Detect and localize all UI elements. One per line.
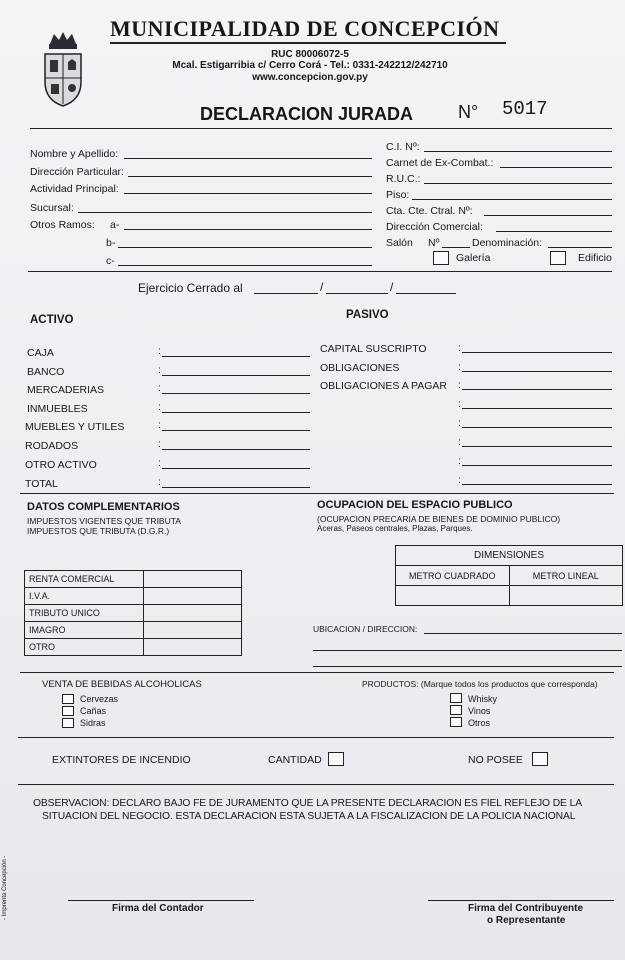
colon: : [158,382,161,394]
direccion-comercial-label: Dirección Comercial: [386,221,483,233]
colon: : [458,436,461,448]
direccion-field[interactable] [128,176,372,177]
salon-label: Salón [386,237,413,249]
section-rule-3 [20,672,614,673]
activo-mercaderias-label: MERCADERIAS [27,384,105,396]
ramo-b-label: b- [106,237,116,249]
direccion-comercial-field[interactable] [496,231,612,232]
ejercicio-sep-2: / [390,280,394,294]
form-number: 5017 [502,98,548,120]
pasivo-capital-field[interactable] [462,352,612,353]
colon: : [458,455,461,467]
impuesto-tributo-unico-cell[interactable] [144,605,242,622]
section-rule-2 [20,493,614,494]
table-row [25,588,242,605]
impuesto-iva-cell[interactable] [144,588,242,605]
imprenta-text: - Imprenta Concepción - [2,855,8,920]
activo-otro-label: OTRO ACTIVO [25,459,97,471]
metro-cuadrado-cell[interactable] [396,586,510,606]
ruc-label: R.U.C.: [386,173,421,185]
pasivo-extra-field-3[interactable] [462,446,612,447]
ocupacion-line1: (OCUPACION PRECARIA DE BIENES DE DOMINIO PUBLICO) [317,514,561,524]
colon: : [458,342,461,354]
ejercicio-year-field[interactable] [396,293,456,294]
ci-field[interactable] [424,151,612,152]
impuesto-renta-label: RENTA COMERCIAL [25,571,144,588]
activo-inmuebles-label: INMUEBLES [27,403,88,415]
dimensiones-table [395,545,623,606]
colon: : [458,361,461,373]
activo-muebles-field[interactable] [162,430,310,431]
canas-checkbox[interactable] [62,706,74,716]
otros-checkbox[interactable] [450,717,462,727]
whisky-label: Whisky [468,694,497,704]
whisky-checkbox[interactable] [450,693,462,703]
edificio-label: Edificio [578,252,612,264]
colon: : [158,438,161,450]
extintores-label: EXTINTORES DE INCENDIO [52,754,191,766]
direccion-label: Dirección Particular: [30,166,124,178]
colon: : [458,379,461,391]
vinos-checkbox[interactable] [450,705,462,715]
cantidad-checkbox[interactable] [328,752,344,766]
activo-caja-label: CAJA [27,347,54,359]
colon: : [458,474,461,486]
ubicacion-field-2[interactable] [313,650,622,651]
impuesto-imagro-label: IMAGRO [25,622,144,639]
vinos-label: Vinos [468,706,491,716]
colon: : [158,457,161,469]
activo-banco-field[interactable] [162,375,310,376]
impuesto-otro-cell[interactable] [144,639,242,656]
ubicacion-field-3[interactable] [313,666,622,667]
table-row [25,639,242,656]
activo-mercaderias-field[interactable] [162,393,310,394]
dimensiones-header: DIMENSIONES [396,546,623,566]
title-underline [110,42,506,44]
ruc-text: RUC 80006072-5 [271,49,349,60]
ejercicio-label: Ejercicio Cerrado al [138,281,243,295]
firma-contribuyente-label: Firma del Contribuyente [468,903,584,914]
ramo-b-field[interactable] [118,247,372,248]
colon: : [458,417,461,429]
activo-muebles-label: MUEBLES Y UTILES [25,421,125,433]
activo-title: ACTIVO [30,314,74,326]
pasivo-extra-field-2[interactable] [462,427,612,428]
observacion-line2: SITUACION DEL NEGOCIO. ESTA DECLARACION ESTA SUJETA A LA FISCALIZACION DE LA POLICIA NACIONAL [42,811,576,822]
galeria-checkbox[interactable] [433,251,449,265]
section-rule-4 [18,737,614,738]
municipal-crest-icon [42,30,84,108]
nombre-field[interactable] [124,158,372,159]
ocupacion-title: OCUPACION DEL ESPACIO PUBLICO [317,499,513,511]
cervezas-label: Cervezas [80,694,119,704]
piso-label: Piso: [386,189,410,201]
address-text: Mcal. Estigarribia c/ Cerro Corá - Tel.: 0331-242212/242710 [172,60,448,71]
otros-label: Otros [468,718,491,728]
salon-no-label: Nº [428,237,440,249]
ramo-c-field[interactable] [118,265,372,266]
impuesto-otro-label: OTRO [25,639,144,656]
activo-total-field[interactable] [162,487,310,488]
excombat-label: Carnet de Ex-Combat.: [386,157,494,169]
colon: : [158,419,161,431]
edificio-checkbox[interactable] [550,251,566,265]
pasivo-capital-label: CAPITAL SUSCRIPTO [320,343,427,355]
firma-representante-label: o Representante [487,915,566,926]
colon: : [158,401,161,413]
metro-lineal-header: METRO LINEAL [509,566,623,586]
denominacion-field[interactable] [548,247,612,248]
no-posee-label: NO POSEE [468,754,523,766]
cta-cte-label: Cta. Cte. Ctral. Nº: [386,205,473,217]
ejercicio-day-field[interactable] [254,293,318,294]
impuesto-iva-label: I.V.A. [25,588,144,605]
pasivo-obligaciones-pagar-label: OBLIGACIONES A PAGAR [320,380,448,392]
pasivo-extra-field-4[interactable] [462,465,612,466]
table-row [25,605,242,622]
ramo-a-label: a- [110,219,120,231]
firma-contador-label: Firma del Contador [112,903,204,914]
actividad-field[interactable] [124,193,372,194]
activo-total-label: TOTAL [25,478,58,490]
impuesto-renta-cell[interactable] [144,571,242,588]
form-title: DECLARACION JURADA [200,104,414,124]
metro-lineal-cell[interactable] [509,586,623,606]
impuestos-table [24,570,242,656]
activo-otro-field[interactable] [162,468,310,469]
sidras-checkbox[interactable] [62,718,74,728]
website-link[interactable]: www.concepcion.gov.py [252,72,368,83]
pasivo-obligaciones-pagar-field[interactable] [462,389,612,390]
metro-cuadrado-header: METRO CUADRADO [396,566,510,586]
excombat-field[interactable] [500,167,612,168]
pasivo-extra-field-1[interactable] [462,408,612,409]
ramo-c-label: c- [106,255,115,267]
ejercicio-sep-1: / [320,280,324,294]
otros-ramos-label: Otros Ramos: [30,219,95,231]
actividad-label: Actividad Principal: [30,183,119,195]
ejercicio-month-field[interactable] [326,293,388,294]
pasivo-obligaciones-label: OBLIGACIONES [320,362,400,374]
table-row [396,566,623,586]
activo-inmuebles-field[interactable] [162,412,310,413]
bebidas-title: VENTA DE BEBIDAS ALCOHOLICAS [42,679,202,690]
no-posee-checkbox[interactable] [532,752,548,766]
colon: : [158,476,161,488]
sidras-label: Sidras [80,718,106,728]
form-number-label: N° [458,102,479,122]
activo-rodados-label: RODADOS [25,440,79,452]
piso-field[interactable] [412,199,612,200]
cta-cte-field[interactable] [484,215,612,216]
ubicacion-label: UBICACION / DIRECCION: [313,624,418,634]
table-row [25,622,242,639]
pasivo-extra-field-5[interactable] [462,484,612,485]
nombre-label: Nombre y Apellido: [30,148,119,160]
canas-label: Cañas [80,706,107,716]
title-rule [30,128,612,129]
galeria-label: Galería [456,252,491,264]
table-row [396,586,623,606]
ci-label: C.I. Nº: [386,141,420,153]
activo-banco-label: BANCO [27,366,65,378]
impuesto-tributo-unico-label: TRIBUTO UNICO [25,605,144,622]
complementarios-line2: IMPUESTOS QUE TRIBUTA (D.G.R.) [27,526,170,536]
sucursal-label: Sucursal: [30,202,74,214]
section-rule-1 [28,271,612,272]
complementarios-title: DATOS COMPLEMENTARIOS [27,501,180,513]
activo-caja-field[interactable] [162,356,310,357]
cervezas-checkbox[interactable] [62,694,74,704]
colon: : [158,364,161,376]
table-row [396,546,623,566]
colon: : [158,345,161,357]
municipality-title: MUNICIPALIDAD DE CONCEPCIÓN [110,16,500,41]
ocupacion-line2: Aceras, Paseos centrales, Plazas, Parques. [317,524,473,533]
pasivo-title: PASIVO [346,309,389,321]
complementarios-line1: IMPUESTOS VIGENTES QUE TRIBUTA [27,516,181,526]
denominacion-label: Denominación: [472,237,543,249]
table-row [25,571,242,588]
colon: : [458,398,461,410]
firma-contribuyente-line[interactable] [428,900,614,901]
observacion-line1: OBSERVACION: DECLARO BAJO FE DE JURAMENTO QUE LA PRESENTE DECLARACION ES FIEL REFLEJO DE LA [33,798,582,809]
ruc-field[interactable] [424,183,612,184]
section-rule-5 [18,784,614,785]
pasivo-obligaciones-field[interactable] [462,371,612,372]
ubicacion-field-1[interactable] [424,633,622,634]
productos-label: PRODUCTOS: (Marque todos los productos que corresponda) [362,679,598,689]
sucursal-field[interactable] [78,212,372,213]
firma-contador-line[interactable] [68,900,254,901]
cantidad-label: CANTIDAD [268,754,322,766]
salon-no-field[interactable] [442,247,470,248]
activo-rodados-field[interactable] [162,449,310,450]
ramo-a-field[interactable] [124,229,372,230]
impuesto-imagro-cell[interactable] [144,622,242,639]
